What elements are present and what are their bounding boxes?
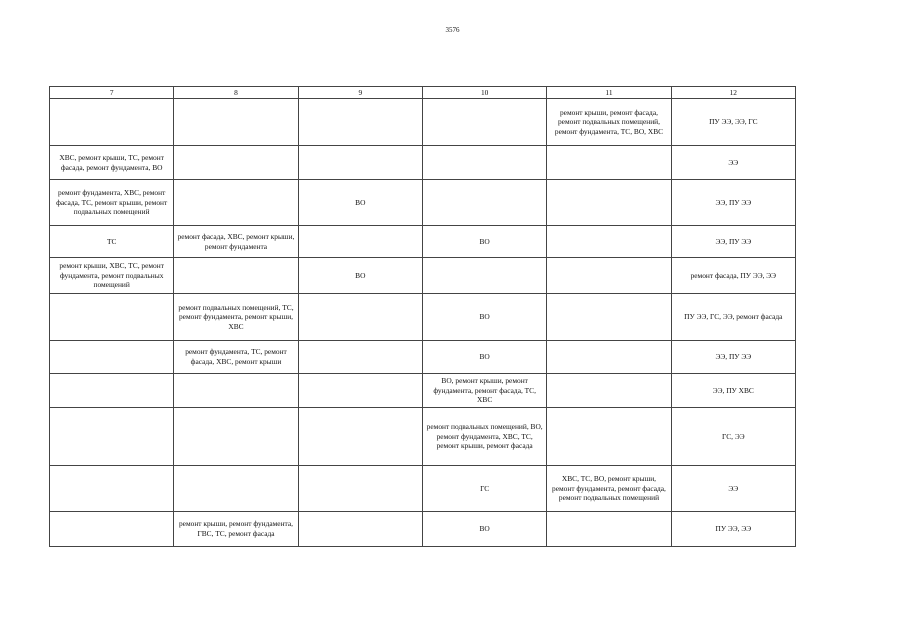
- table-cell: [50, 466, 174, 512]
- column-header-8: 8: [174, 87, 298, 99]
- table-cell: [547, 294, 671, 341]
- column-header-10: 10: [422, 87, 546, 99]
- data-table: [49, 86, 796, 547]
- table-cell: ХВС, ТС, ВО, ремонт крыши, ремонт фундамента, ремонт фасада, ремонт подвальных помещений: [547, 466, 671, 512]
- table-cell: [174, 99, 298, 146]
- table-cell: [174, 258, 298, 294]
- table-cell: [298, 146, 422, 180]
- table-cell: ремонт подвальных помещений, ТС, ремонт фундамента, ремонт крыши, ХВС: [174, 294, 298, 341]
- table-cell: ГС: [422, 466, 546, 512]
- table-cell: ЭЭ, ПУ ЭЭ: [671, 341, 795, 374]
- table-cell: ремонт крыши, ремонт фасада, ремонт подвальных помещений, ремонт фундамента, ТС, ВО, ХВС: [547, 99, 671, 146]
- table-cell: ВО: [422, 341, 546, 374]
- table-cell: [174, 146, 298, 180]
- table-cell: [298, 341, 422, 374]
- table-row: [50, 374, 796, 408]
- table-cell: ЭЭ, ПУ ЭЭ: [671, 180, 795, 226]
- table-cell: [298, 374, 422, 408]
- table-cell: [547, 258, 671, 294]
- table-cell: ремонт фасада, ХВС, ремонт крыши, ремонт фундамента: [174, 226, 298, 258]
- table-row: [50, 146, 796, 180]
- table-cell: [50, 99, 174, 146]
- table-cell: ПУ ЭЭ, ЭЭ, ГС: [671, 99, 795, 146]
- table-cell: [547, 374, 671, 408]
- table-cell: [547, 341, 671, 374]
- table-cell: ЭЭ: [671, 466, 795, 512]
- table-header-row: [50, 87, 796, 99]
- table-cell: ЭЭ: [671, 146, 795, 180]
- table-cell: [547, 226, 671, 258]
- table-cell: ремонт крыши, ремонт фундамента, ГВС, ТС, ремонт фасада: [174, 512, 298, 547]
- table-cell: ЭЭ, ПУ ЭЭ: [671, 226, 795, 258]
- table-cell: ЭЭ, ПУ ХВС: [671, 374, 795, 408]
- table-cell: ХВС, ремонт крыши, ТС, ремонт фасада, ремонт фундамента, ВО: [50, 146, 174, 180]
- table-cell: ВО: [422, 512, 546, 547]
- table-cell: [174, 180, 298, 226]
- table-cell: ремонт фасада, ПУ ЭЭ, ЭЭ: [671, 258, 795, 294]
- table-cell: [174, 466, 298, 512]
- table-cell: [50, 294, 174, 341]
- table-cell: ВО, ремонт крыши, ремонт фундамента, ремонт фасада, ТС, ХВС: [422, 374, 546, 408]
- table-cell: [50, 341, 174, 374]
- table-cell: [298, 466, 422, 512]
- table-cell: [298, 294, 422, 341]
- table-cell: [547, 512, 671, 547]
- table-cell: [422, 146, 546, 180]
- table-cell: ВО: [422, 226, 546, 258]
- table-row: [50, 180, 796, 226]
- table-cell: [174, 408, 298, 466]
- table-row: [50, 258, 796, 294]
- table-cell: ВО: [298, 180, 422, 226]
- table-cell: ремонт подвальных помещений, ВО, ремонт фундамента, ХВС, ТС, ремонт крыши, ремонт фасада: [422, 408, 546, 466]
- table-cell: [174, 374, 298, 408]
- column-header-9: 9: [298, 87, 422, 99]
- table-cell: ВО: [298, 258, 422, 294]
- table-cell: [422, 258, 546, 294]
- table-cell: ремонт крыши, ХВС, ТС, ремонт фундамента, ремонт подвальных помещений: [50, 258, 174, 294]
- table-cell: ПУ ЭЭ, ЭЭ: [671, 512, 795, 547]
- table-cell: [50, 512, 174, 547]
- table-row: [50, 99, 796, 146]
- table-row: [50, 466, 796, 512]
- table-cell: ТС: [50, 226, 174, 258]
- table-row: [50, 294, 796, 341]
- table-cell: [298, 408, 422, 466]
- column-header-7: 7: [50, 87, 174, 99]
- table-row: [50, 408, 796, 466]
- table-cell: [50, 374, 174, 408]
- table-cell: [298, 99, 422, 146]
- table-cell: [547, 408, 671, 466]
- table-row: [50, 341, 796, 374]
- table-cell: ремонт фундамента, ТС, ремонт фасада, ХВС, ремонт крыши: [174, 341, 298, 374]
- table-row: [50, 226, 796, 258]
- table-cell: [422, 99, 546, 146]
- table-cell: ГС, ЭЭ: [671, 408, 795, 466]
- table-cell: ПУ ЭЭ, ГС, ЭЭ, ремонт фасада: [671, 294, 795, 341]
- table-cell: ремонт фундамента, ХВС, ремонт фасада, ТС, ремонт крыши, ремонт подвальных помещений: [50, 180, 174, 226]
- table-cell: [547, 146, 671, 180]
- table-cell: [422, 180, 546, 226]
- table-row: [50, 512, 796, 547]
- column-header-11: 11: [547, 87, 671, 99]
- column-header-12: 12: [671, 87, 795, 99]
- table-cell: ВО: [422, 294, 546, 341]
- table-cell: [298, 512, 422, 547]
- table-cell: [50, 408, 174, 466]
- page-number: 3576: [445, 26, 460, 34]
- table-cell: [298, 226, 422, 258]
- table-cell: [547, 180, 671, 226]
